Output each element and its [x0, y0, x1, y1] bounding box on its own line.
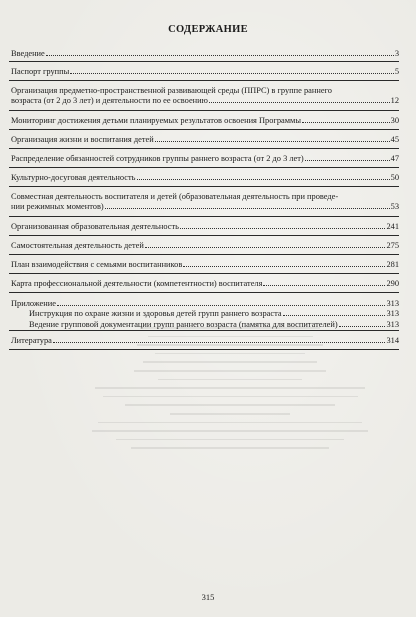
toc-entry-title: План взаимодействия с семьями воспитанников — [11, 260, 183, 269]
toc-entry-title: Мониторинг достижения детьми планируемых результатов освоения Программы — [11, 116, 301, 125]
leader-dots — [305, 159, 390, 161]
toc-entry-page: 5 — [394, 67, 399, 76]
toc-entry-page: 275 — [386, 241, 399, 250]
toc-entry — [9, 255, 399, 274]
toc-entry-page: 281 — [386, 260, 399, 269]
toc-subentry-page: 313 — [386, 319, 399, 329]
toc-entry-title: Культурно-досуговая деятельность — [11, 173, 136, 182]
toc-entry-page: 50 — [390, 173, 399, 182]
leader-dots — [105, 207, 390, 209]
table-of-contents — [9, 44, 399, 350]
toc-entry-page: 3 — [394, 49, 399, 58]
leader-dots — [70, 72, 394, 74]
toc-entry-title: Приложение — [11, 299, 56, 308]
toc-subentry — [11, 320, 399, 330]
toc-entry-page: 241 — [386, 222, 399, 231]
toc-entry-page: 47 — [390, 154, 399, 163]
toc-entry-page: 30 — [390, 116, 399, 125]
toc-entry — [9, 44, 399, 62]
leader-dots — [180, 227, 386, 229]
leader-dots — [46, 54, 394, 56]
leader-dots — [339, 325, 386, 327]
toc-entry-title: Паспорт группы — [11, 67, 70, 76]
leader-dots — [183, 265, 385, 267]
leader-dots — [145, 246, 386, 248]
toc-entry — [9, 149, 399, 168]
toc-entry-title: Организованная образовательная деятельность — [11, 222, 179, 231]
toc-entry — [9, 331, 399, 350]
page-number: 315 — [201, 592, 215, 602]
leader-dots — [155, 140, 390, 142]
leader-dots — [137, 178, 390, 180]
reverse-side-bleed-through — [80, 320, 380, 550]
toc-entry-title-continued: возраста (от 2 до 3 лет) и деятельности по ее освоению — [11, 96, 208, 106]
leader-dots — [57, 304, 385, 306]
toc-entry-page: 290 — [386, 279, 399, 288]
leader-dots — [283, 314, 386, 316]
toc-entry — [9, 236, 399, 255]
leader-dots — [302, 121, 390, 123]
toc-entry — [9, 62, 399, 81]
toc-entry — [9, 217, 399, 236]
toc-entry — [9, 293, 399, 331]
toc-subentry-title: Инструкция по охране жизни и здоровья детей групп раннего возраста — [29, 309, 282, 319]
toc-entry-title: Распределение обязанностей сотрудников группы раннего возраста (от 2 до 3 лет) — [11, 154, 304, 163]
toc-entry — [9, 187, 399, 217]
toc-subentry-page: 313 — [386, 309, 399, 319]
toc-entry-page: 12 — [390, 96, 399, 106]
toc-entry-title: Самостоятельная деятельность детей — [11, 241, 144, 250]
toc-entry-page: 314 — [386, 336, 399, 345]
toc-entry-title-continued: нии режимных моментов) — [11, 202, 104, 212]
toc-subentry-title: Ведение групповой документации групп раннего возраста (памятка для воспитателей) — [29, 319, 338, 329]
toc-entry-page: 45 — [390, 135, 399, 144]
toc-entry — [9, 168, 399, 187]
leader-dots — [263, 284, 385, 286]
toc-entry — [9, 130, 399, 149]
toc-entry-title: Организация предметно-пространственной развивающей среды (ППРС) в группе раннего — [11, 86, 332, 95]
toc-subentry — [11, 309, 399, 319]
toc-entry-title: Совместная деятельность воспитателя и детей (образовательная деятельность при проведе- — [11, 192, 339, 201]
toc-entry-title: Организация жизни и воспитания детей — [11, 135, 154, 144]
leader-dots — [209, 101, 390, 103]
toc-entry-page: 313 — [386, 299, 399, 308]
toc-entry-title: Литература — [11, 336, 52, 345]
leader-dots — [53, 341, 386, 343]
toc-entry-page: 53 — [390, 202, 399, 212]
toc-entry — [9, 111, 399, 130]
page-title: СОДЕРЖАНИЕ — [168, 24, 248, 35]
toc-entry-title: Карта профессиональной деятельности (компетентности) воспитателя — [11, 279, 263, 288]
toc-entry — [9, 81, 399, 111]
toc-entry — [9, 274, 399, 293]
toc-entry-title: Введение — [11, 49, 45, 58]
